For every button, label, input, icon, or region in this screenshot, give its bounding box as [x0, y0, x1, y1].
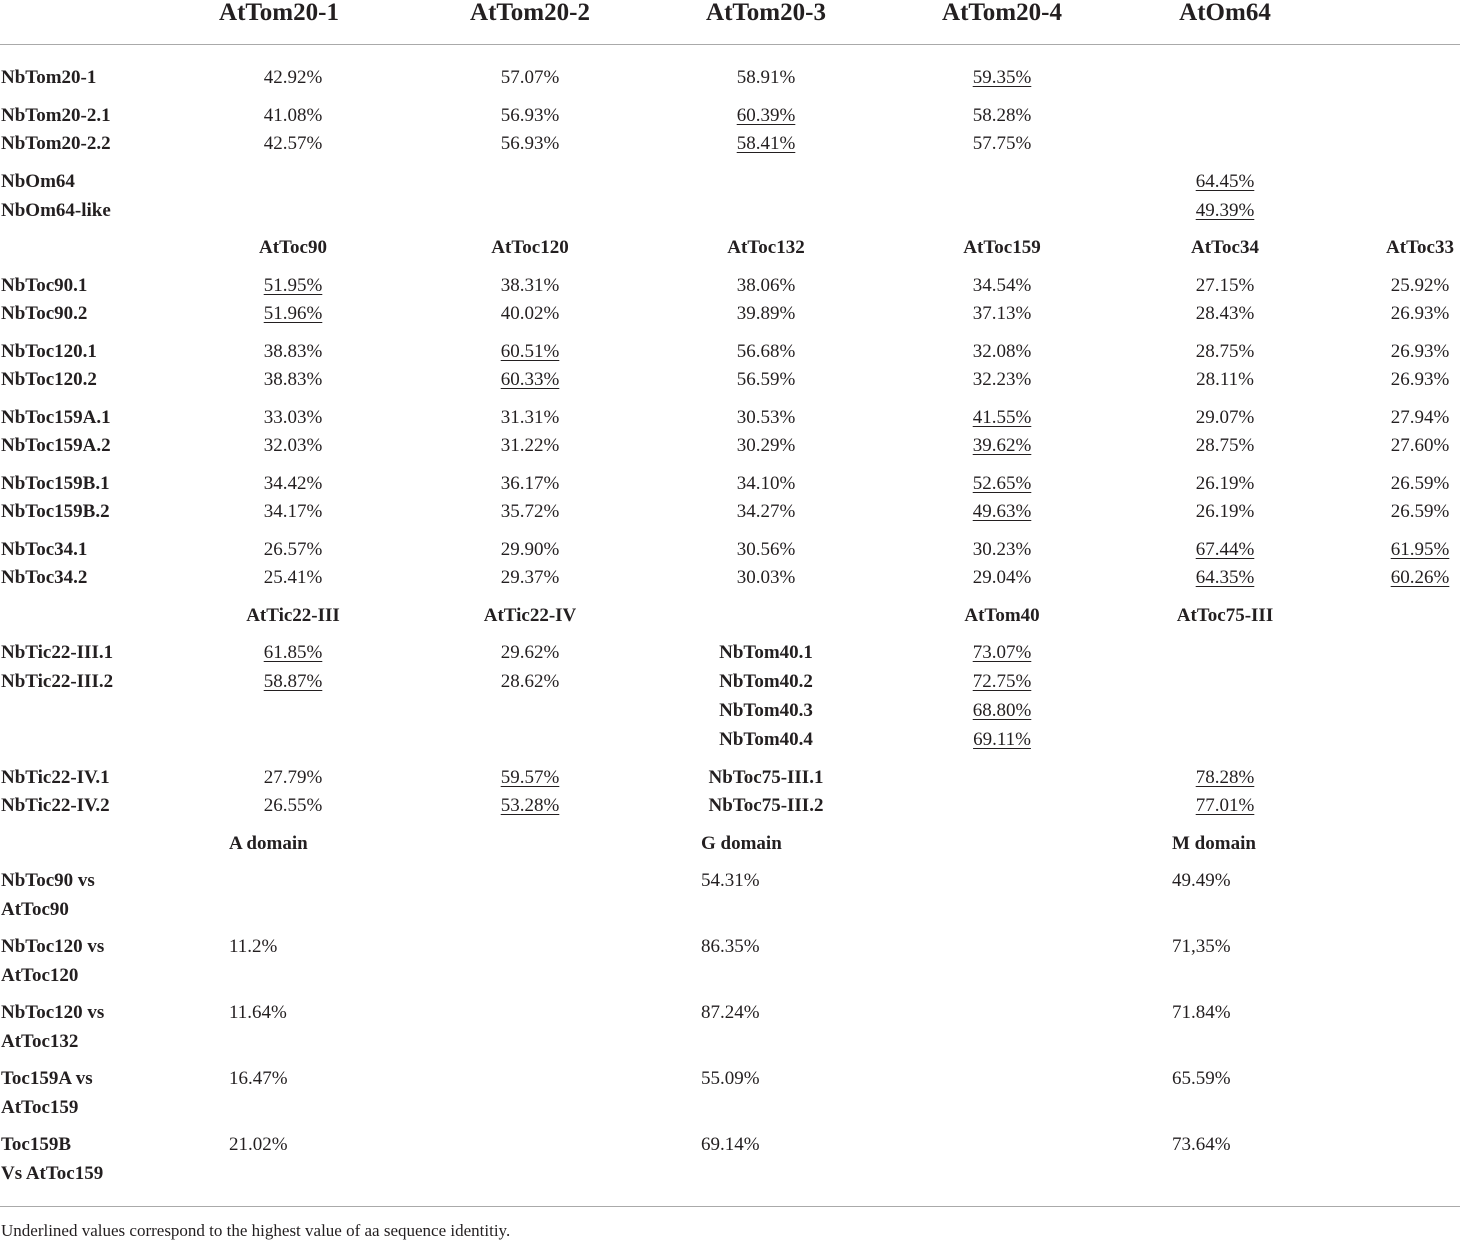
cell: 29.04% [972, 567, 1032, 588]
cell-highest: 51.96% [263, 303, 323, 324]
cell: 54.31% [701, 870, 760, 891]
cell: 16.47% [229, 1068, 288, 1089]
footer-rule [0, 1206, 1460, 1207]
row-label: NbToc159A.1 [1, 407, 111, 428]
subheader-attoc120: AtToc120 [491, 237, 569, 258]
header-atom64: AtOm64 [1179, 0, 1271, 26]
cell-highest: 60.26% [1390, 567, 1450, 588]
cell: 26.93% [1390, 369, 1450, 390]
cell-highest: 68.80% [972, 700, 1032, 721]
row-label: NbToc120 vs [1, 1002, 105, 1023]
cell-highest: 77.01% [1195, 795, 1255, 816]
cell-highest: 53.28% [500, 795, 560, 816]
cell: 28.43% [1195, 303, 1255, 324]
row-label: NbToc75-III.1 [708, 767, 824, 788]
subheader-attom40: AtTom40 [964, 605, 1040, 626]
cell: 58.28% [972, 105, 1032, 126]
subheader-attoc75-iii: AtToc75-III [1176, 605, 1274, 626]
cell: 37.13% [972, 303, 1032, 324]
cell: 39.89% [736, 303, 796, 324]
cell: 32.23% [972, 369, 1032, 390]
header-attom20-4: AtTom20-4 [942, 0, 1062, 26]
cell-highest: 52.65% [972, 473, 1032, 494]
cell: 26.59% [1390, 501, 1450, 522]
cell-highest: 78.28% [1195, 767, 1255, 788]
cell-highest: 64.35% [1195, 567, 1255, 588]
cell-highest: 51.95% [263, 275, 323, 296]
cell: 25.92% [1390, 275, 1450, 296]
cell: 11.2% [229, 936, 278, 957]
cell: 57.75% [972, 133, 1032, 154]
cell: 38.31% [500, 275, 560, 296]
cell: 28.62% [500, 671, 560, 692]
row-label: NbTic22-IV.2 [1, 795, 110, 816]
row-label: Toc159A vs [1, 1068, 93, 1089]
cell-highest: 59.35% [972, 67, 1032, 88]
cell: 28.75% [1195, 435, 1255, 456]
row-label: NbTom40.2 [719, 671, 813, 692]
cell-highest: 49.39% [1195, 200, 1255, 221]
cell: 11.64% [229, 1002, 287, 1023]
cell: 35.72% [500, 501, 560, 522]
cell: 21.02% [229, 1134, 288, 1155]
cell: 56.93% [500, 105, 560, 126]
cell: 27.15% [1195, 275, 1255, 296]
cell-highest: 49.63% [972, 501, 1032, 522]
row-label: NbToc90 vs [1, 870, 95, 891]
cell: 38.83% [263, 369, 323, 390]
cell-highest: 58.41% [736, 133, 796, 154]
cell-highest: 61.85% [263, 642, 323, 663]
row-label: Vs AtToc159 [1, 1163, 104, 1184]
row-label: NbTic22-III.2 [1, 671, 114, 692]
row-label: NbTom40.1 [719, 642, 813, 663]
row-label: NbToc34.1 [1, 539, 88, 560]
row-label: NbTom40.4 [719, 729, 813, 750]
cell: 71,35% [1172, 936, 1231, 957]
cell: 41.08% [263, 105, 323, 126]
cell: 69.14% [701, 1134, 760, 1155]
cell-highest: 61.95% [1390, 539, 1450, 560]
header-attom20-3: AtTom20-3 [706, 0, 826, 26]
cell: 38.06% [736, 275, 796, 296]
row-label: NbToc90.2 [1, 303, 88, 324]
row-label: NbTic22-IV.1 [1, 767, 110, 788]
row-label: NbToc120 vs [1, 936, 105, 957]
cell: 38.83% [263, 341, 323, 362]
subheader-attoc132: AtToc132 [727, 237, 805, 258]
row-label: NbToc120.2 [1, 369, 97, 390]
subheader-attoc33: AtToc33 [1386, 237, 1454, 258]
cell: 55.09% [701, 1068, 760, 1089]
cell: 30.03% [736, 567, 796, 588]
row-label: NbToc75-III.2 [708, 795, 824, 816]
cell: 29.07% [1195, 407, 1255, 428]
cell-highest: 58.87% [263, 671, 323, 692]
row-label: NbToc159B.1 [1, 473, 110, 494]
cell: 26.57% [263, 539, 323, 560]
cell: 28.75% [1195, 341, 1255, 362]
subheader-a-domain: A domain [229, 833, 308, 854]
cell: 27.94% [1390, 407, 1450, 428]
cell: 34.17% [263, 501, 323, 522]
row-label: AtToc120 [1, 965, 79, 986]
cell: 36.17% [500, 473, 560, 494]
cell: 26.59% [1390, 473, 1450, 494]
subheader-g-domain: G domain [701, 833, 782, 854]
cell: 87.24% [701, 1002, 760, 1023]
subheader-attoc90: AtToc90 [259, 237, 327, 258]
row-label: NbOm64-like [1, 200, 111, 221]
cell-highest: 60.39% [736, 105, 796, 126]
row-label: AtToc132 [1, 1031, 79, 1052]
cell: 86.35% [701, 936, 760, 957]
row-label: AtToc159 [1, 1097, 79, 1118]
cell: 29.62% [500, 642, 560, 663]
cell: 57.07% [500, 67, 560, 88]
cell: 31.31% [500, 407, 560, 428]
cell: 29.37% [500, 567, 560, 588]
cell: 34.42% [263, 473, 323, 494]
row-label: AtToc90 [1, 899, 69, 920]
subheader-attic22-iv: AtTic22-IV [483, 605, 577, 626]
header-rule [0, 44, 1460, 45]
cell: 29.90% [500, 539, 560, 560]
cell: 71.84% [1172, 1002, 1231, 1023]
subheader-m-domain: M domain [1172, 833, 1256, 854]
cell-highest: 39.62% [972, 435, 1032, 456]
row-label: NbTom20-2.2 [1, 133, 111, 154]
cell: 32.03% [263, 435, 323, 456]
cell: 30.29% [736, 435, 796, 456]
row-label: NbToc120.1 [1, 341, 97, 362]
subheader-attic22-iii: AtTic22-III [246, 605, 340, 626]
cell-highest: 60.51% [500, 341, 560, 362]
cell: 30.56% [736, 539, 796, 560]
cell: 34.10% [736, 473, 796, 494]
subheader-attoc159: AtToc159 [963, 237, 1041, 258]
cell: 34.27% [736, 501, 796, 522]
cell: 27.79% [263, 767, 323, 788]
row-label: Toc159B [1, 1134, 72, 1155]
cell-highest: 59.57% [500, 767, 560, 788]
cell-highest: 60.33% [500, 369, 560, 390]
cell: 42.92% [263, 67, 323, 88]
cell: 26.93% [1390, 341, 1450, 362]
cell: 56.68% [736, 341, 796, 362]
row-label: NbOm64 [1, 171, 75, 192]
row-label: NbTom20-1 [1, 67, 97, 88]
cell-highest: 69.11% [973, 729, 1031, 750]
cell-highest: 67.44% [1195, 539, 1255, 560]
subheader-attoc34: AtToc34 [1191, 237, 1259, 258]
cell-highest: 64.45% [1195, 171, 1255, 192]
header-attom20-2: AtTom20-2 [470, 0, 590, 26]
cell: 32.08% [972, 341, 1032, 362]
cell: 49.49% [1172, 870, 1231, 891]
row-label: NbTom20-2.1 [1, 105, 111, 126]
cell: 40.02% [500, 303, 560, 324]
cell: 26.55% [263, 795, 323, 816]
cell-highest: 73.07% [972, 642, 1032, 663]
row-label: NbTom40.3 [719, 700, 813, 721]
cell: 65.59% [1172, 1068, 1231, 1089]
row-label: NbToc159A.2 [1, 435, 111, 456]
row-label: NbToc159B.2 [1, 501, 110, 522]
cell-highest: 41.55% [972, 407, 1032, 428]
cell: 33.03% [263, 407, 323, 428]
cell: 30.53% [736, 407, 796, 428]
cell: 58.91% [736, 67, 796, 88]
row-label: NbToc90.1 [1, 275, 88, 296]
cell: 34.54% [972, 275, 1032, 296]
cell: 26.19% [1195, 473, 1255, 494]
footnote: Underlined values correspond to the highest value of aa sequence identitiy. [1, 1221, 511, 1240]
cell: 26.93% [1390, 303, 1450, 324]
header-attom20-1: AtTom20-1 [219, 0, 339, 26]
row-label: NbTic22-III.1 [1, 642, 114, 663]
cell: 73.64% [1172, 1134, 1231, 1155]
cell: 27.60% [1390, 435, 1450, 456]
cell: 56.59% [736, 369, 796, 390]
cell: 30.23% [972, 539, 1032, 560]
cell: 26.19% [1195, 501, 1255, 522]
cell: 28.11% [1196, 369, 1254, 390]
row-label: NbToc34.2 [1, 567, 88, 588]
cell: 42.57% [263, 133, 323, 154]
cell: 31.22% [500, 435, 560, 456]
cell: 25.41% [263, 567, 323, 588]
cell: 56.93% [500, 133, 560, 154]
cell-highest: 72.75% [972, 671, 1032, 692]
